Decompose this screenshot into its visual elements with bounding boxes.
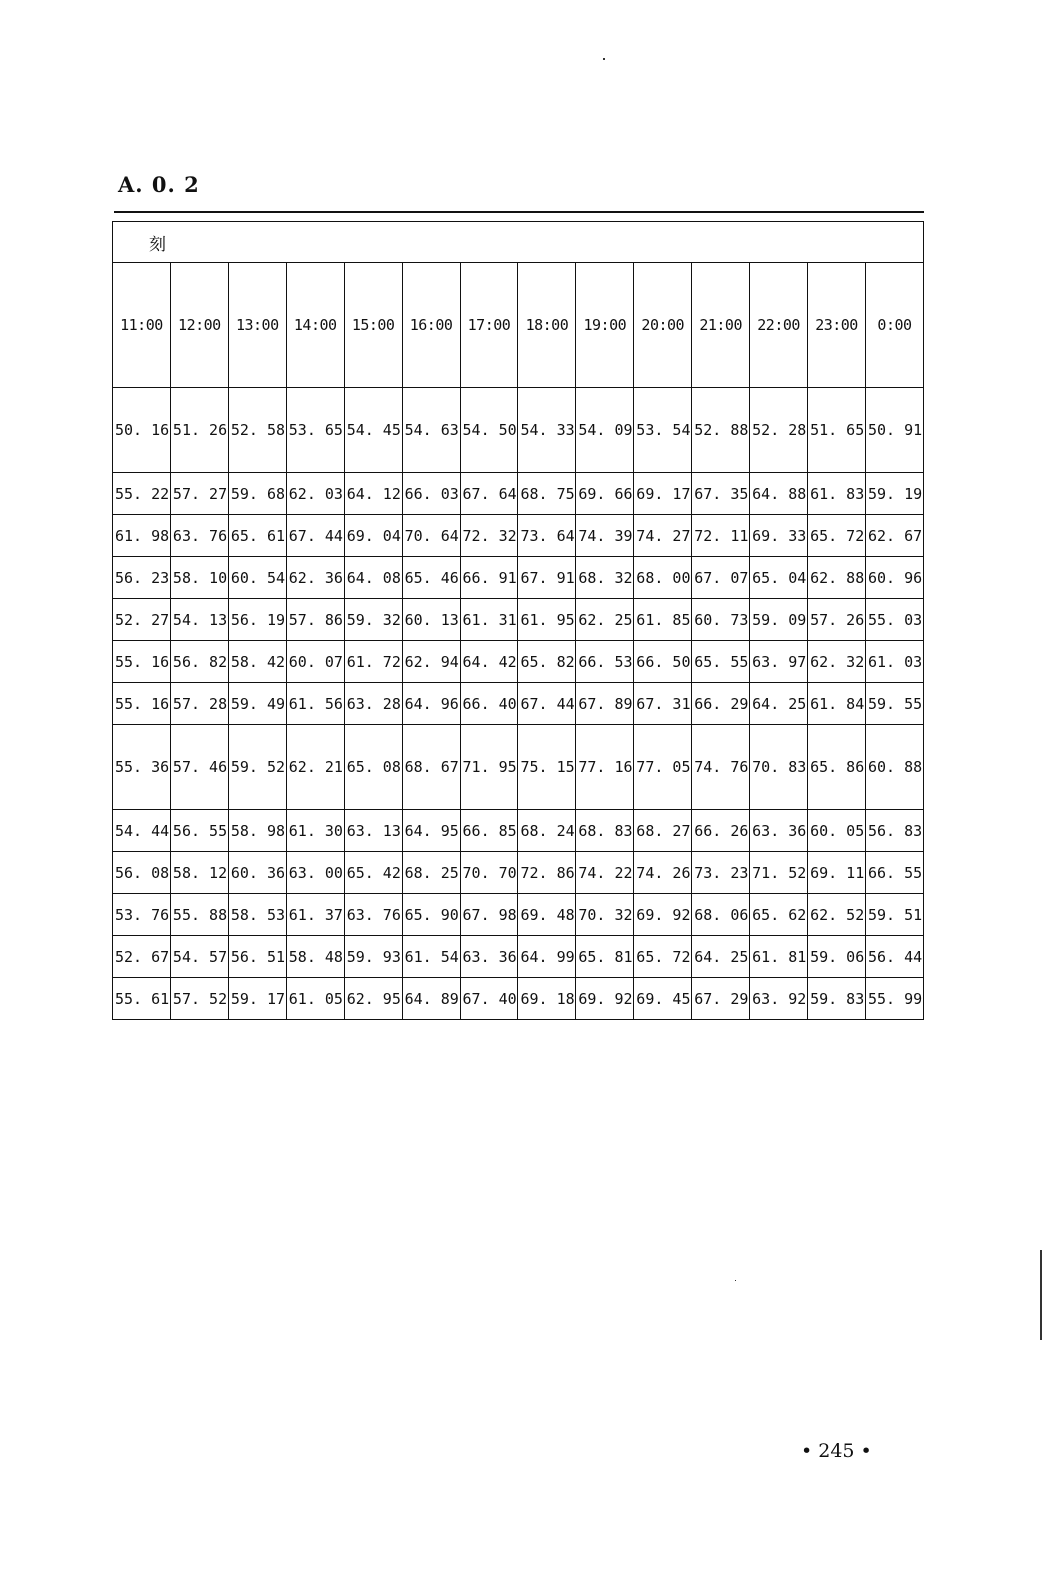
table-cell: 64. 25 [750, 683, 808, 725]
table-row [113, 557, 924, 599]
table-cell: 63. 36 [750, 810, 808, 852]
table-cell: 64. 95 [402, 810, 460, 852]
table-cell: 56. 82 [170, 641, 228, 683]
table-cell: 60. 54 [228, 557, 286, 599]
table-cell: 66. 50 [634, 641, 692, 683]
table-cell: 51. 26 [170, 388, 228, 473]
table-cell: 61. 37 [286, 894, 344, 936]
table-cell: 55. 36 [113, 725, 171, 810]
time-header-row [113, 263, 924, 388]
table-cell: 57. 28 [170, 683, 228, 725]
table-cell: 67. 89 [576, 683, 634, 725]
table-cell: 71. 95 [460, 725, 518, 810]
table-cell: 63. 76 [170, 515, 228, 557]
table-cell: 61. 03 [865, 641, 923, 683]
table-cell: 54. 45 [344, 388, 402, 473]
table-cell: 69. 17 [634, 473, 692, 515]
table-cell: 65. 08 [344, 725, 402, 810]
table-cell: 77. 05 [634, 725, 692, 810]
scan-mark-right-edge [1040, 1250, 1042, 1340]
table-cell: 60. 36 [228, 852, 286, 894]
table-cell: 66. 26 [692, 810, 750, 852]
table-cell: 57. 46 [170, 725, 228, 810]
table-cell: 57. 26 [808, 599, 866, 641]
table-cell: 61. 85 [634, 599, 692, 641]
table-cell: 55. 16 [113, 641, 171, 683]
table-cell: 77. 16 [576, 725, 634, 810]
table-cell: 70. 83 [750, 725, 808, 810]
table-row [113, 936, 924, 978]
table-cell: 65. 42 [344, 852, 402, 894]
table-cell: 64. 96 [402, 683, 460, 725]
table-cell: 69. 04 [344, 515, 402, 557]
table-cell: 54. 09 [576, 388, 634, 473]
table-cell: 75. 15 [518, 725, 576, 810]
table-cell: 65. 81 [576, 936, 634, 978]
table-cell: 66. 91 [460, 557, 518, 599]
table-cell: 66. 29 [692, 683, 750, 725]
table-cell: 66. 03 [402, 473, 460, 515]
table-cell: 62. 94 [402, 641, 460, 683]
table-row [113, 473, 924, 515]
table-row [113, 978, 924, 1020]
table-cell: 58. 10 [170, 557, 228, 599]
table-cell: 72. 32 [460, 515, 518, 557]
table-cell: 59. 51 [865, 894, 923, 936]
table-cell: 61. 56 [286, 683, 344, 725]
table-cell: 58. 12 [170, 852, 228, 894]
table-row [113, 852, 924, 894]
table-cell: 59. 55 [865, 683, 923, 725]
table-cell: 50. 91 [865, 388, 923, 473]
table-cell: 57. 52 [170, 978, 228, 1020]
table-cell: 55. 61 [113, 978, 171, 1020]
table-cell: 55. 88 [170, 894, 228, 936]
table-row [113, 894, 924, 936]
table-cell: 61. 72 [344, 641, 402, 683]
table-cell: 63. 92 [750, 978, 808, 1020]
page-number: • 245 • [801, 1440, 872, 1462]
table-cell: 67. 29 [692, 978, 750, 1020]
table-row [113, 810, 924, 852]
time-header-cell: 18:00 [518, 263, 576, 388]
table-cell: 66. 55 [865, 852, 923, 894]
table-row [113, 725, 924, 810]
table-cell: 63. 13 [344, 810, 402, 852]
table-cell: 52. 28 [750, 388, 808, 473]
table-cell: 74. 27 [634, 515, 692, 557]
table-cell: 62. 32 [808, 641, 866, 683]
table-cell: 68. 75 [518, 473, 576, 515]
table-cell: 56. 44 [865, 936, 923, 978]
table-cell: 70. 64 [402, 515, 460, 557]
table-cell: 60. 07 [286, 641, 344, 683]
table-cell: 62. 36 [286, 557, 344, 599]
table-cell: 63. 36 [460, 936, 518, 978]
table-cell: 58. 53 [228, 894, 286, 936]
table-cell: 74. 76 [692, 725, 750, 810]
table-cell: 65. 72 [634, 936, 692, 978]
time-header-cell: 22:00 [750, 263, 808, 388]
table-cell: 64. 12 [344, 473, 402, 515]
table-cell: 64. 99 [518, 936, 576, 978]
table-cell: 67. 91 [518, 557, 576, 599]
table-cell: 62. 67 [865, 515, 923, 557]
table-cell: 62. 88 [808, 557, 866, 599]
table-cell: 64. 25 [692, 936, 750, 978]
table-cell: 62. 52 [808, 894, 866, 936]
table-cell: 67. 98 [460, 894, 518, 936]
table-row [113, 641, 924, 683]
table-cell: 69. 92 [634, 894, 692, 936]
table-cell: 55. 03 [865, 599, 923, 641]
table-cell: 59. 52 [228, 725, 286, 810]
table-cell: 65. 82 [518, 641, 576, 683]
table-cell: 54. 50 [460, 388, 518, 473]
table-cell: 59. 32 [344, 599, 402, 641]
table-cell: 69. 33 [750, 515, 808, 557]
table-cell: 70. 32 [576, 894, 634, 936]
table-cell: 65. 61 [228, 515, 286, 557]
scan-mark-top [603, 58, 605, 60]
table-cell: 56. 23 [113, 557, 171, 599]
table-cell: 66. 85 [460, 810, 518, 852]
table-cell: 54. 63 [402, 388, 460, 473]
table-cell: 67. 64 [460, 473, 518, 515]
table-row [113, 388, 924, 473]
table-cell: 56. 19 [228, 599, 286, 641]
table-row [113, 599, 924, 641]
table-cell: 68. 06 [692, 894, 750, 936]
table-cell: 57. 27 [170, 473, 228, 515]
table-cell: 59. 49 [228, 683, 286, 725]
time-header-cell: 20:00 [634, 263, 692, 388]
table-cell: 64. 42 [460, 641, 518, 683]
table-cell: 63. 97 [750, 641, 808, 683]
table-cell: 58. 48 [286, 936, 344, 978]
table-cell: 68. 27 [634, 810, 692, 852]
table-cell: 61. 81 [750, 936, 808, 978]
table-cell: 63. 28 [344, 683, 402, 725]
table-cell: 62. 95 [344, 978, 402, 1020]
table-cell: 54. 57 [170, 936, 228, 978]
table-cell: 69. 48 [518, 894, 576, 936]
table-cell: 61. 83 [808, 473, 866, 515]
table-cell: 52. 88 [692, 388, 750, 473]
table-cell: 67. 31 [634, 683, 692, 725]
table-cell: 55. 22 [113, 473, 171, 515]
table-cell: 74. 26 [634, 852, 692, 894]
section-title: A. 0. 2 [118, 172, 200, 197]
time-header-cell: 17:00 [460, 263, 518, 388]
table-cell: 59. 19 [865, 473, 923, 515]
time-header-cell: 23:00 [808, 263, 866, 388]
table-caption-row [113, 222, 924, 263]
time-header-cell: 16:00 [402, 263, 460, 388]
table-cell: 68. 32 [576, 557, 634, 599]
time-header-cell: 13:00 [228, 263, 286, 388]
table-cell: 68. 67 [402, 725, 460, 810]
time-header-cell: 11:00 [113, 263, 171, 388]
time-header-cell: 21:00 [692, 263, 750, 388]
table-row [113, 515, 924, 557]
table-cell: 59. 83 [808, 978, 866, 1020]
table-cell: 60. 13 [402, 599, 460, 641]
table-cell: 65. 46 [402, 557, 460, 599]
table-cell: 62. 21 [286, 725, 344, 810]
table-cell: 64. 88 [750, 473, 808, 515]
table-cell: 60. 05 [808, 810, 866, 852]
table-cell: 52. 27 [113, 599, 171, 641]
table-cell: 73. 64 [518, 515, 576, 557]
table-cell: 65. 62 [750, 894, 808, 936]
time-header-cell: 15:00 [344, 263, 402, 388]
table-cell: 61. 54 [402, 936, 460, 978]
table-cell: 54. 33 [518, 388, 576, 473]
table-cell: 67. 44 [518, 683, 576, 725]
table-cell: 67. 44 [286, 515, 344, 557]
table-cell: 58. 42 [228, 641, 286, 683]
table-cell: 67. 07 [692, 557, 750, 599]
scan-mark-speck [735, 1280, 736, 1281]
table-cell: 64. 08 [344, 557, 402, 599]
table-cell: 55. 16 [113, 683, 171, 725]
table-cell: 62. 03 [286, 473, 344, 515]
table-cell: 60. 88 [865, 725, 923, 810]
table-cell: 61. 84 [808, 683, 866, 725]
time-header-cell: 0:00 [865, 263, 923, 388]
table-cell: 72. 11 [692, 515, 750, 557]
table-cell: 52. 67 [113, 936, 171, 978]
table-cell: 68. 83 [576, 810, 634, 852]
table-cell: 56. 51 [228, 936, 286, 978]
table-cell: 50. 16 [113, 388, 171, 473]
table-cell: 60. 73 [692, 599, 750, 641]
table-cell: 61. 05 [286, 978, 344, 1020]
table-cell: 65. 86 [808, 725, 866, 810]
table-cell: 54. 44 [113, 810, 171, 852]
table-cell: 61. 31 [460, 599, 518, 641]
table-cell: 67. 40 [460, 978, 518, 1020]
table-cell: 59. 06 [808, 936, 866, 978]
table-cell: 66. 40 [460, 683, 518, 725]
table-cell: 68. 25 [402, 852, 460, 894]
table-cell: 71. 52 [750, 852, 808, 894]
table-cell: 61. 30 [286, 810, 344, 852]
table-cell: 62. 25 [576, 599, 634, 641]
table-cell: 53. 54 [634, 388, 692, 473]
time-header-cell: 14:00 [286, 263, 344, 388]
time-header-cell: 19:00 [576, 263, 634, 388]
table-cell: 55. 99 [865, 978, 923, 1020]
table-cell: 56. 08 [113, 852, 171, 894]
table-cell: 52. 58 [228, 388, 286, 473]
table-cell: 63. 76 [344, 894, 402, 936]
table-cell: 73. 23 [692, 852, 750, 894]
table-cell: 68. 24 [518, 810, 576, 852]
table-cell: 69. 45 [634, 978, 692, 1020]
table-cell: 54. 13 [170, 599, 228, 641]
table-cell: 65. 04 [750, 557, 808, 599]
time-header-cell: 12:00 [170, 263, 228, 388]
table-cell: 53. 76 [113, 894, 171, 936]
table-row [113, 683, 924, 725]
top-rule [114, 211, 924, 213]
table-cell: 65. 90 [402, 894, 460, 936]
table-cell: 59. 17 [228, 978, 286, 1020]
table-cell: 56. 55 [170, 810, 228, 852]
table-cell: 69. 18 [518, 978, 576, 1020]
table-cell: 69. 66 [576, 473, 634, 515]
table-cell: 61. 95 [518, 599, 576, 641]
table-cell: 59. 93 [344, 936, 402, 978]
table-cell: 61. 98 [113, 515, 171, 557]
table-cell: 69. 92 [576, 978, 634, 1020]
table-cell: 59. 68 [228, 473, 286, 515]
table-caption: 刻 [113, 222, 924, 263]
table-cell: 58. 98 [228, 810, 286, 852]
table-cell: 66. 53 [576, 641, 634, 683]
table-cell: 57. 86 [286, 599, 344, 641]
table-cell: 63. 00 [286, 852, 344, 894]
table-cell: 74. 39 [576, 515, 634, 557]
table-cell: 64. 89 [402, 978, 460, 1020]
table-cell: 65. 55 [692, 641, 750, 683]
table-cell: 60. 96 [865, 557, 923, 599]
table-cell: 51. 65 [808, 388, 866, 473]
table-cell: 69. 11 [808, 852, 866, 894]
table-cell: 67. 35 [692, 473, 750, 515]
table-cell: 53. 65 [286, 388, 344, 473]
table-cell: 70. 70 [460, 852, 518, 894]
table-cell: 74. 22 [576, 852, 634, 894]
table-cell: 59. 09 [750, 599, 808, 641]
table-cell: 72. 86 [518, 852, 576, 894]
table-cell: 68. 00 [634, 557, 692, 599]
data-table [112, 221, 924, 1020]
table-cell: 56. 83 [865, 810, 923, 852]
table-cell: 65. 72 [808, 515, 866, 557]
